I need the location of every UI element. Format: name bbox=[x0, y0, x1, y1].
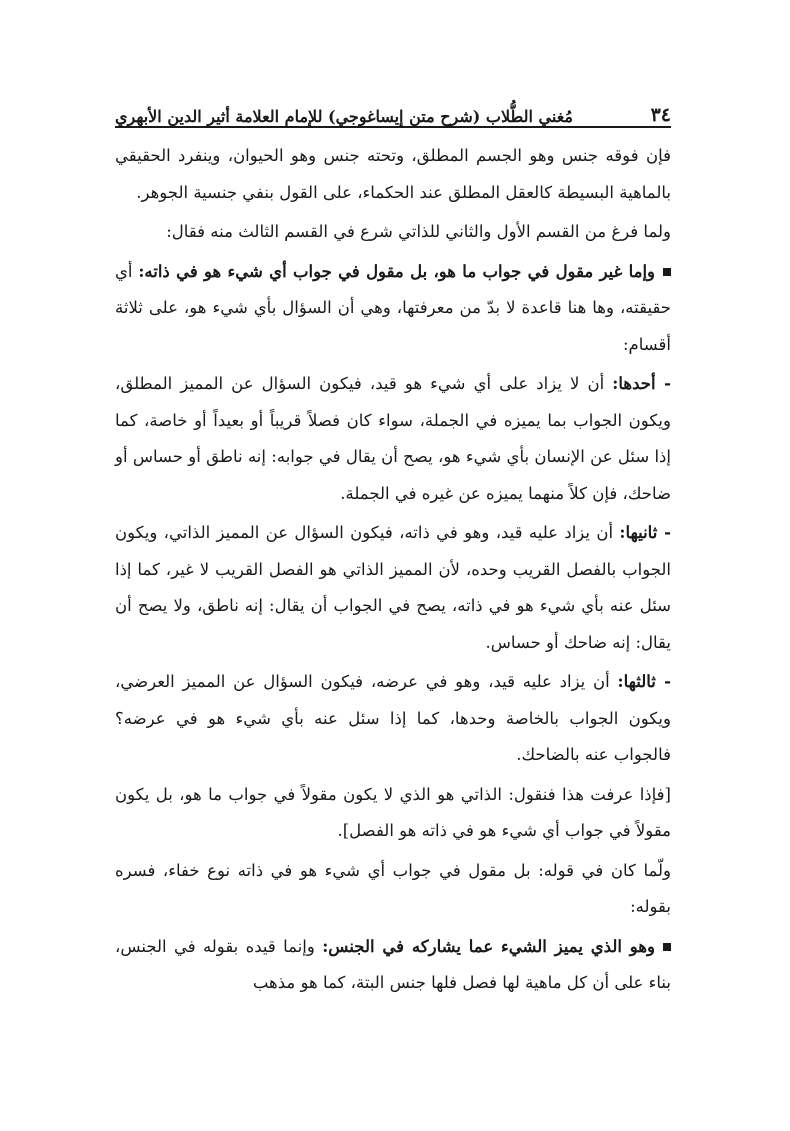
paragraph bbox=[115, 515, 671, 661]
paragraph-text: أن يزاد عليه قيد، وهو في ذاته، فيكون السؤال عن المميز الذاتي، ويكون الجواب بالفصل القريب وحده، لأن المميز الذاتي هو الفصل القريب لا غير، كما إذا سئل عنه بأي شيء هو في ذاته، يصح في الجواب أن يقال: إنه ناطق، ولا يصح أن يقال: إنه ضاحك أو حساس. bbox=[115, 523, 671, 652]
page-header bbox=[115, 88, 671, 128]
book-page bbox=[115, 88, 671, 1005]
matn-quote: وإما غير مقول في جواب ما هو، بل مقول في جواب أي شيء هو في ذاته: bbox=[138, 261, 655, 281]
running-title: مُغني الطُّلاب (شرح متن إيساغوجي) للإمام العلامة أثير الدين الأبهري bbox=[115, 107, 573, 126]
square-bullet-icon bbox=[663, 268, 671, 276]
page-number: ٣٤ bbox=[650, 104, 671, 126]
paragraph-text: فإن فوقه جنس وهو الجسم المطلق، وتحته جنس وهو الحيوان، وينفرد الحقيقي بالماهية البسيطة كالعقل المطلق عند الحكماء، على القول بنفي جنسية الجوهر. bbox=[115, 146, 671, 202]
paragraph bbox=[115, 214, 671, 251]
paragraph bbox=[115, 138, 671, 211]
paragraph-text: أي حقيقته، وها هنا قاعدة لا بدّ من معرفتها، وهي أن السؤال بأي شيء هو، على ثلاثة أقسام: bbox=[115, 261, 671, 354]
paragraph bbox=[115, 929, 671, 1002]
matn-quote: وهو الذي يميز الشيء عما يشاركه في الجنس: bbox=[322, 936, 655, 956]
paragraph-text: ولما فرغ من القسم الأول والثاني للذاتي شرع في القسم الثالث منه فقال: bbox=[166, 222, 671, 241]
paragraph bbox=[115, 853, 671, 926]
page-body bbox=[115, 138, 671, 1002]
section-lead: - أحدها: bbox=[612, 374, 671, 393]
section-lead: - ثالثها: bbox=[617, 672, 671, 691]
paragraph bbox=[115, 664, 671, 774]
paragraph bbox=[115, 366, 671, 512]
paragraph bbox=[115, 254, 671, 364]
paragraph-text: أن يزاد عليه قيد، وهو في عرضه، فيكون السؤال عن المميز العرضي، ويكون الجواب بالخاصة وحدها، كما إذا سئل عنه بأي شيء هو في عرضه؟ فالجواب عنه بالضاحك. bbox=[115, 672, 671, 764]
paragraph-text: أن لا يزاد على أي شيء هو قيد، فيكون السؤال عن المميز المطلق، ويكون الجواب بما يميزه في الجملة، سواء كان فصلاً قريباً أو بعيداً أو خاصة، كما إذا سئل عن الإنسان بأي شيء هو، يصح أن يقال في جوابه: إنه ناطق أو حساس أو ضاحك، فإن كلاً منهما يميزه عن غيره في الجملة. bbox=[115, 374, 671, 503]
paragraph bbox=[115, 777, 671, 850]
paragraph-text: [فإذا عرفت هذا فنقول: الذاتي هو الذي لا يكون مقولاً في جواب ما هو، بل يكون مقولاً في جواب أي شيء هو في ذاته هو الفصل]. bbox=[115, 784, 671, 840]
section-lead: - ثانيها: bbox=[619, 523, 671, 542]
paragraph-text: وإنما قيده بقوله في الجنس، بناء على أن كل ماهية لها فصل فلها جنس البتة، كما هو مذهب bbox=[115, 936, 671, 992]
paragraph-text: ولّما كان في قوله: بل مقول في جواب أي شيء هو في ذاته نوع خفاء، فسره بقوله: bbox=[115, 860, 671, 916]
square-bullet-icon bbox=[663, 943, 671, 951]
